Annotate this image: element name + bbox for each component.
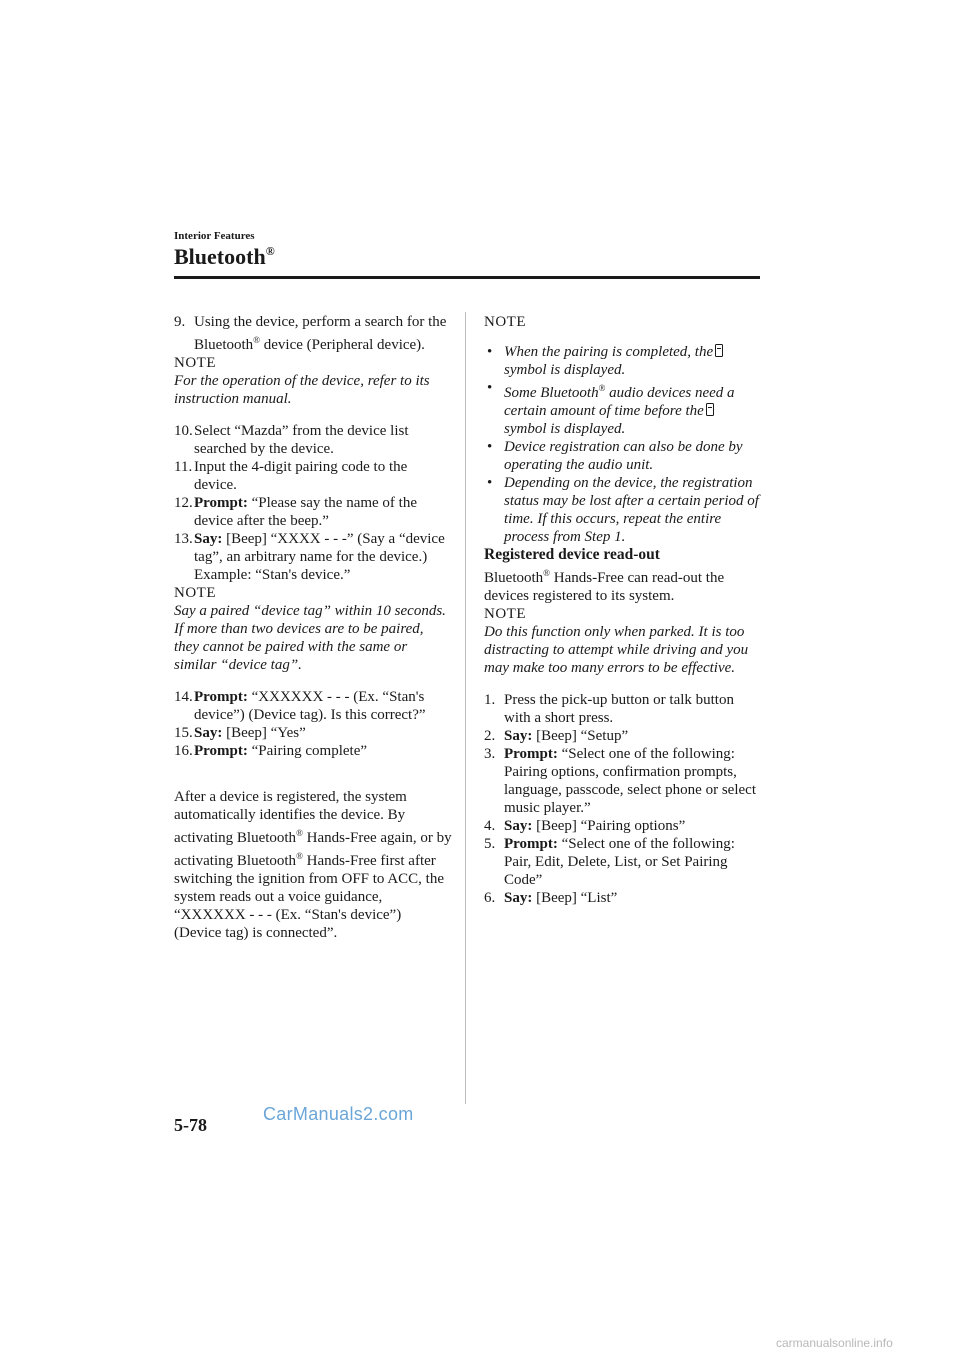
bullet-item xyxy=(484,474,762,546)
step-text: “XXXXXX - - - (Ex. “Stan's device”) (Device tag). Is this correct?” xyxy=(194,689,426,723)
para-text: Hands-Free first after switching the ignition from OFF to ACC, the system reads out a voice guidance, “XXXXXX - - - (Ex. “Stan's device”) (Device tag) is connected”. xyxy=(174,853,445,941)
bullet-glyph: • xyxy=(487,439,493,455)
note-label: NOTE xyxy=(484,314,526,330)
say-label: Say: xyxy=(194,531,223,547)
step-number: 12. xyxy=(174,495,193,511)
step-text: “Select one of the following: Pairing options, confirmation prompts, language, passcode, select phone or select music player.” xyxy=(504,746,756,816)
step-number: 13. xyxy=(174,531,193,547)
step-13 xyxy=(174,530,452,584)
readout-step-1 xyxy=(484,691,762,727)
readout-step-5 xyxy=(484,835,762,889)
prompt-label: Prompt: xyxy=(504,746,558,762)
subheading: Registered device read-out xyxy=(484,546,660,563)
step-number: 5. xyxy=(484,836,496,852)
registered-mark: ® xyxy=(265,244,275,258)
step-number: 14. xyxy=(174,689,193,705)
say-label: Say: xyxy=(194,725,223,741)
registered-mark: ® xyxy=(296,851,303,861)
registered-mark: ® xyxy=(296,828,303,838)
step-text: [Beep] “Pairing options” xyxy=(532,818,686,834)
step-10 xyxy=(174,422,452,458)
intro-text: Hands-Free can read-out the devices registered to its system. xyxy=(484,570,725,604)
bullet-item xyxy=(484,343,762,379)
note-text: Say a paired “device tag” within 10 seconds. xyxy=(174,603,446,619)
say-label: Say: xyxy=(504,890,533,906)
column-divider xyxy=(465,312,466,1104)
bullet-text: When the pairing is completed, the xyxy=(504,344,714,360)
readout-step-4 xyxy=(484,817,762,835)
step-text: “Pairing complete” xyxy=(247,743,368,759)
registered-mark: ® xyxy=(598,383,606,393)
bullet-item xyxy=(484,379,762,438)
note-label: NOTE xyxy=(174,585,216,601)
intro-paragraph xyxy=(484,564,762,605)
step-text: [Beep] “XXXX - - -” (Say a “device tag”, an arbitrary name for the device.) Example: “Stan's device.” xyxy=(194,531,445,583)
readout-step-6 xyxy=(484,889,762,907)
left-column xyxy=(174,313,452,942)
page-number: 5-78 xyxy=(174,1115,207,1135)
step-number: 4. xyxy=(484,818,496,834)
site-footer-text: carmanualsonline.info xyxy=(776,1336,893,1350)
registered-mark: ® xyxy=(253,335,261,345)
step-14 xyxy=(174,688,452,724)
step-12 xyxy=(174,494,452,530)
say-label: Say: xyxy=(504,818,533,834)
step-number: 11. xyxy=(174,459,193,475)
note-text: For the operation of the device, refer to its instruction manual. xyxy=(174,373,430,407)
readout-step-3 xyxy=(484,745,762,817)
step-text: “Select one of the following: Pair, Edit, Delete, List, or Set Pairing Code” xyxy=(504,836,735,888)
readout-step-2 xyxy=(484,727,762,745)
step-text: Press the pick-up button or talk button with a short press. xyxy=(504,692,734,726)
para-text: After a device is registered, the system automatically identifies the device. By activating Bluetooth xyxy=(174,789,407,846)
note-label: NOTE xyxy=(174,355,216,371)
right-column xyxy=(484,313,762,907)
prompt-label: Prompt: xyxy=(504,836,558,852)
bullet-text: symbol is displayed. xyxy=(504,362,626,378)
bullet-text: Device registration can also be done by operating the audio unit. xyxy=(504,439,743,473)
step-text: “Please say the name of the device after the beep.” xyxy=(194,495,417,529)
registered-mark: ® xyxy=(543,568,551,578)
step-text: device (Peripheral device). xyxy=(260,337,425,353)
step-number: 6. xyxy=(484,890,496,906)
note-label: NOTE xyxy=(484,606,526,622)
step-number: 1. xyxy=(484,692,496,708)
prompt-label: Prompt: xyxy=(194,495,248,511)
bullet-glyph: • xyxy=(487,380,493,396)
prompt-label: Prompt: xyxy=(194,689,248,705)
step-number: 9. xyxy=(174,314,186,330)
bullet-text: Some Bluetooth xyxy=(504,385,599,401)
step-number: 2. xyxy=(484,728,496,744)
bullet-glyph: • xyxy=(487,475,493,491)
step-11 xyxy=(174,458,452,494)
say-label: Say: xyxy=(504,728,533,744)
step-15 xyxy=(174,724,452,742)
registration-paragraph xyxy=(174,788,452,942)
bullet-glyph: • xyxy=(487,344,493,360)
chapter-title-text: Bluetooth xyxy=(174,244,266,269)
step-text: [Beep] “Yes” xyxy=(222,725,306,741)
note-bullets xyxy=(484,343,762,546)
prompt-label: Prompt: xyxy=(194,743,248,759)
section-title: Interior Features xyxy=(174,230,255,242)
steps-list-1 xyxy=(174,313,452,354)
steps-list-2 xyxy=(174,422,452,584)
watermark-text: CarManuals2.com xyxy=(263,1104,414,1124)
step-text: Input the 4-digit pairing code to the device. xyxy=(194,459,408,493)
chapter-title xyxy=(174,244,275,270)
steps-list-3 xyxy=(174,688,452,760)
para-text: Hands-Free again, or by activating Bluetooth xyxy=(174,830,452,869)
step-text: Using the device, perform a search for the Bluetooth xyxy=(194,314,447,353)
bullet-text: audio devices need a certain amount of time before the xyxy=(504,385,735,419)
bullet-item xyxy=(484,438,762,474)
step-number: 3. xyxy=(484,746,496,762)
header-rule xyxy=(174,276,760,279)
intro-text: Bluetooth xyxy=(484,570,544,586)
phone-icon xyxy=(715,344,723,357)
phone-icon xyxy=(706,403,714,416)
bullet-text: Depending on the device, the registration status may be lost after a certain period of time. If this occurs, repeat the entire process from Step 1. xyxy=(504,475,759,545)
step-9 xyxy=(174,313,452,354)
step-text: Select “Mazda” from the device list searched by the device. xyxy=(194,423,409,457)
step-text: [Beep] “Setup” xyxy=(532,728,629,744)
step-number: 10. xyxy=(174,423,193,439)
step-number: 15. xyxy=(174,725,193,741)
note-text: If more than two devices are to be paired, they cannot be paired with the same or similar “device tag”. xyxy=(174,621,424,673)
readout-steps xyxy=(484,691,762,907)
step-16 xyxy=(174,742,452,760)
step-number: 16. xyxy=(174,743,193,759)
note-text: Do this function only when parked. It is too distracting to attempt while driving and you may make too many errors to be effective. xyxy=(484,624,749,676)
step-text: [Beep] “List” xyxy=(532,890,618,906)
bullet-text: symbol is displayed. xyxy=(504,421,626,437)
